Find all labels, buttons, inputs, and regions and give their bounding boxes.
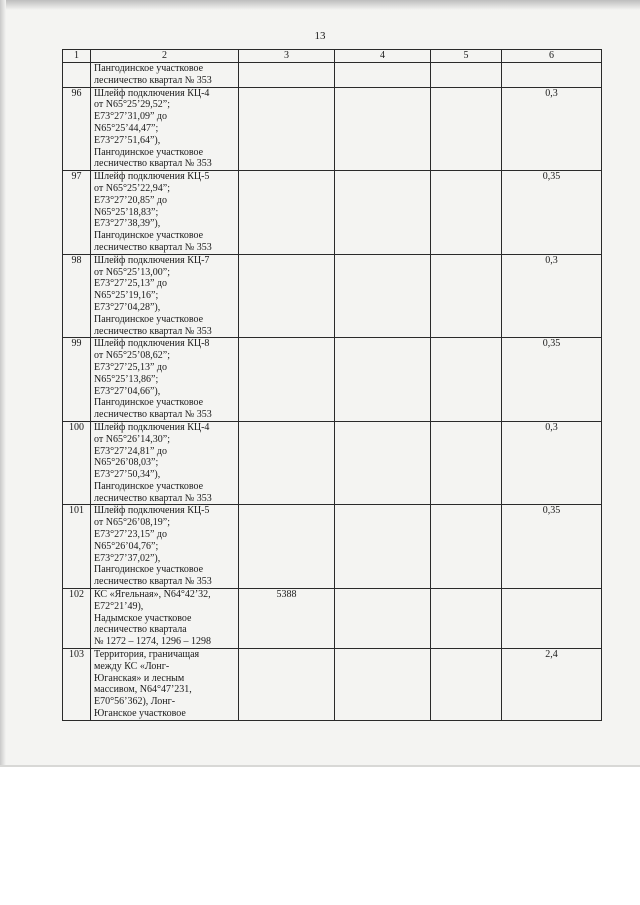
value-cell: [431, 254, 502, 338]
value-cell: [335, 505, 431, 589]
value-cell: [239, 505, 335, 589]
value-cell: [431, 63, 502, 88]
row-number-cell: 97: [63, 171, 91, 255]
value-cell: 0,3: [502, 87, 602, 171]
value-cell: [431, 505, 502, 589]
value-cell: [431, 171, 502, 255]
value-cell: [239, 87, 335, 171]
column-header: 1: [63, 50, 91, 63]
table-row: [63, 171, 602, 255]
value-cell: 5388: [239, 589, 335, 649]
value-cell: [335, 421, 431, 505]
value-cell: [239, 338, 335, 422]
description-cell: Шлейф подключения КЦ-4 от N65°25’29,52”; E73°27’31,09” до N65°25’44,47”; E73°27’51,64”), Пангодинское участковое лесничество квартал № 353: [91, 87, 239, 171]
value-cell: [335, 87, 431, 171]
value-cell: [239, 254, 335, 338]
row-number-cell: 102: [63, 589, 91, 649]
value-cell: [335, 254, 431, 338]
row-number-cell: 103: [63, 649, 91, 721]
table-row: [63, 87, 602, 171]
table-row: [63, 649, 602, 721]
description-cell: Шлейф подключения КЦ-4 от N65°26’14,30”; E73°27’24,81” до N65°26’08,03”; E73°27’50,34”), Пангодинское участковое лесничество квартал № 353: [91, 421, 239, 505]
row-number-cell: [63, 63, 91, 88]
row-number-cell: 96: [63, 87, 91, 171]
value-cell: [335, 589, 431, 649]
row-number-cell: 101: [63, 505, 91, 589]
description-cell: Пангодинское участковое лесничество квартал № 353: [91, 63, 239, 88]
value-cell: [431, 421, 502, 505]
value-cell: [335, 649, 431, 721]
value-cell: 2,4: [502, 649, 602, 721]
description-cell: Территория, граничащая между КС «Лонг- Юганская» и лесным массивом, N64°47’231, E70°56’362), Лонг- Юганское участковое: [91, 649, 239, 721]
value-cell: [239, 649, 335, 721]
value-cell: 0,35: [502, 338, 602, 422]
table-row: [63, 589, 602, 649]
value-cell: [431, 649, 502, 721]
document-table: [62, 49, 602, 721]
value-cell: [431, 589, 502, 649]
value-cell: 0,3: [502, 421, 602, 505]
row-number-cell: 99: [63, 338, 91, 422]
column-header: 2: [91, 50, 239, 63]
value-cell: [335, 171, 431, 255]
value-cell: [335, 63, 431, 88]
row-number-cell: 98: [63, 254, 91, 338]
description-cell: Шлейф подключения КЦ-8 от N65°25’08,62”; E73°27’25,13” до N65°25’13,86”; E73°27’04,66”), Пангодинское участковое лесничество квартал № 353: [91, 338, 239, 422]
value-cell: [431, 338, 502, 422]
value-cell: 0,35: [502, 171, 602, 255]
value-cell: [502, 63, 602, 88]
table-row: [63, 254, 602, 338]
value-cell: [239, 421, 335, 505]
value-cell: [431, 87, 502, 171]
description-cell: Шлейф подключения КЦ-7 от N65°25’13,00”; E73°27’25,13” до N65°25’19,16”; E73°27’04,28”), Пангодинское участковое лесничество квартал № 353: [91, 254, 239, 338]
table-header-row: [63, 50, 602, 63]
description-cell: Шлейф подключения КЦ-5 от N65°25’22,94”; E73°27’20,85” до N65°25’18,83”; E73°27’38,39”), Пангодинское участковое лесничество квартал № 353: [91, 171, 239, 255]
table-body: [63, 63, 602, 721]
row-number-cell: 100: [63, 421, 91, 505]
scan-shadow-left: [0, 0, 6, 765]
description-cell: Шлейф подключения КЦ-5 от N65°26’08,19”; E73°27’23,15” до N65°26’04,76”; E73°27’37,02”), Пангодинское участковое лесничество квартал № 353: [91, 505, 239, 589]
value-cell: [502, 589, 602, 649]
table-row: [63, 421, 602, 505]
table-row: [63, 338, 602, 422]
page-number: 13: [314, 30, 326, 42]
scan-shadow-top: [0, 0, 640, 10]
column-header: 6: [502, 50, 602, 63]
table-row: [63, 63, 602, 88]
value-cell: [239, 63, 335, 88]
value-cell: [335, 338, 431, 422]
table-row: [63, 505, 602, 589]
column-header: 3: [239, 50, 335, 63]
value-cell: 0,3: [502, 254, 602, 338]
value-cell: 0,35: [502, 505, 602, 589]
value-cell: [239, 171, 335, 255]
column-header: 4: [335, 50, 431, 63]
description-cell: КС «Ягельная», N64°42’32, E72°21’49), Надымское участковое лесничество квартала № 1272 – 1274, 1296 – 1298: [91, 589, 239, 649]
column-header: 5: [431, 50, 502, 63]
